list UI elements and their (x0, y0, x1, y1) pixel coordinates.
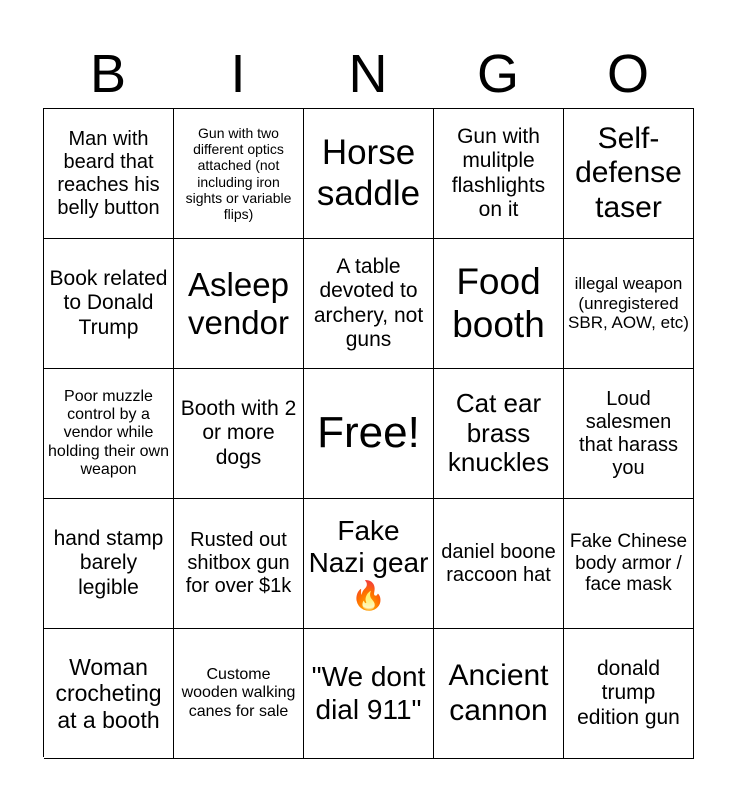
bingo-cell[interactable] (564, 239, 694, 369)
header-letter-b: B (89, 44, 127, 104)
bingo-cell[interactable] (434, 369, 564, 499)
header-letter-n: N (348, 44, 388, 104)
bingo-cell[interactable] (434, 629, 564, 759)
bingo-cell[interactable] (44, 499, 174, 629)
header-letter-g: G (476, 44, 519, 104)
free-space-cell[interactable] (304, 369, 434, 499)
bingo-cell[interactable] (304, 239, 434, 369)
cell-text: Man with beard that reaches his belly button (57, 127, 160, 219)
cell-text: Gun with mulitple flashlights on it (451, 125, 546, 221)
cell-text: donald trump edition gun (577, 657, 680, 729)
cell-text: Custome wooden walking canes for sale (181, 665, 296, 720)
cell-text: Cat ear brass knuckles (447, 387, 550, 478)
cell-text: Fake Chinese body armor / face mask (569, 530, 688, 596)
cell-text: Loud salesmen that harass you (579, 387, 678, 479)
bingo-cell[interactable] (434, 499, 564, 629)
header-letter-i: I (230, 44, 246, 104)
cell-text: hand stamp barely legible (53, 527, 164, 599)
bingo-cell[interactable] (44, 629, 174, 759)
free-space-text: Free! (317, 408, 420, 458)
bingo-cell[interactable] (564, 499, 694, 629)
bingo-cell[interactable] (44, 239, 174, 369)
bingo-cell[interactable] (304, 109, 434, 239)
bingo-cell[interactable] (174, 369, 304, 499)
cell-text: Rusted out shitbox gun for over $1k (185, 529, 292, 597)
cell-text: Asleep vendor (188, 265, 289, 341)
cell-text: Gun with two different optics attached (not including iron sights or variable flips) (185, 125, 292, 222)
cell-text: Fake Nazi gear 🔥 (308, 515, 429, 611)
bingo-cell[interactable] (174, 239, 304, 369)
cell-text: daniel boone raccoon hat (441, 540, 556, 586)
bingo-cell[interactable] (44, 109, 174, 239)
bingo-cell[interactable] (174, 629, 304, 759)
cell-text: A table devoted to archery, not guns (313, 255, 424, 351)
bingo-cell[interactable] (304, 629, 434, 759)
bingo-cell[interactable] (564, 109, 694, 239)
bingo-cell[interactable] (174, 499, 304, 629)
bingo-cell[interactable] (434, 109, 564, 239)
bingo-cell[interactable] (174, 109, 304, 239)
bingo-cell[interactable] (564, 369, 694, 499)
cell-text: illegal weapon (unregistered SBR, AOW, etc) (568, 274, 689, 333)
bingo-cell[interactable] (304, 499, 434, 629)
cell-text: Food booth (452, 260, 545, 345)
cell-text: Self-defense taser (575, 121, 682, 224)
cell-text: Book related to Donald Trump (49, 267, 168, 339)
cell-text: Woman crocheting at a booth (55, 653, 162, 733)
header-letter-o: O (606, 44, 649, 104)
cell-text: Horse saddle (316, 133, 421, 213)
bingo-cell[interactable] (434, 239, 564, 369)
bingo-header (43, 40, 693, 108)
cell-text: Ancient cannon (448, 659, 549, 727)
cell-text: "We dont dial 911" (311, 661, 426, 725)
bingo-card-grid (43, 108, 694, 757)
bingo-cell[interactable] (44, 369, 174, 499)
cell-text: Poor muzzle control by a vendor while holding their own weapon (48, 387, 169, 479)
bingo-cell[interactable] (564, 629, 694, 759)
cell-text: Booth with 2 or more dogs (180, 397, 297, 469)
